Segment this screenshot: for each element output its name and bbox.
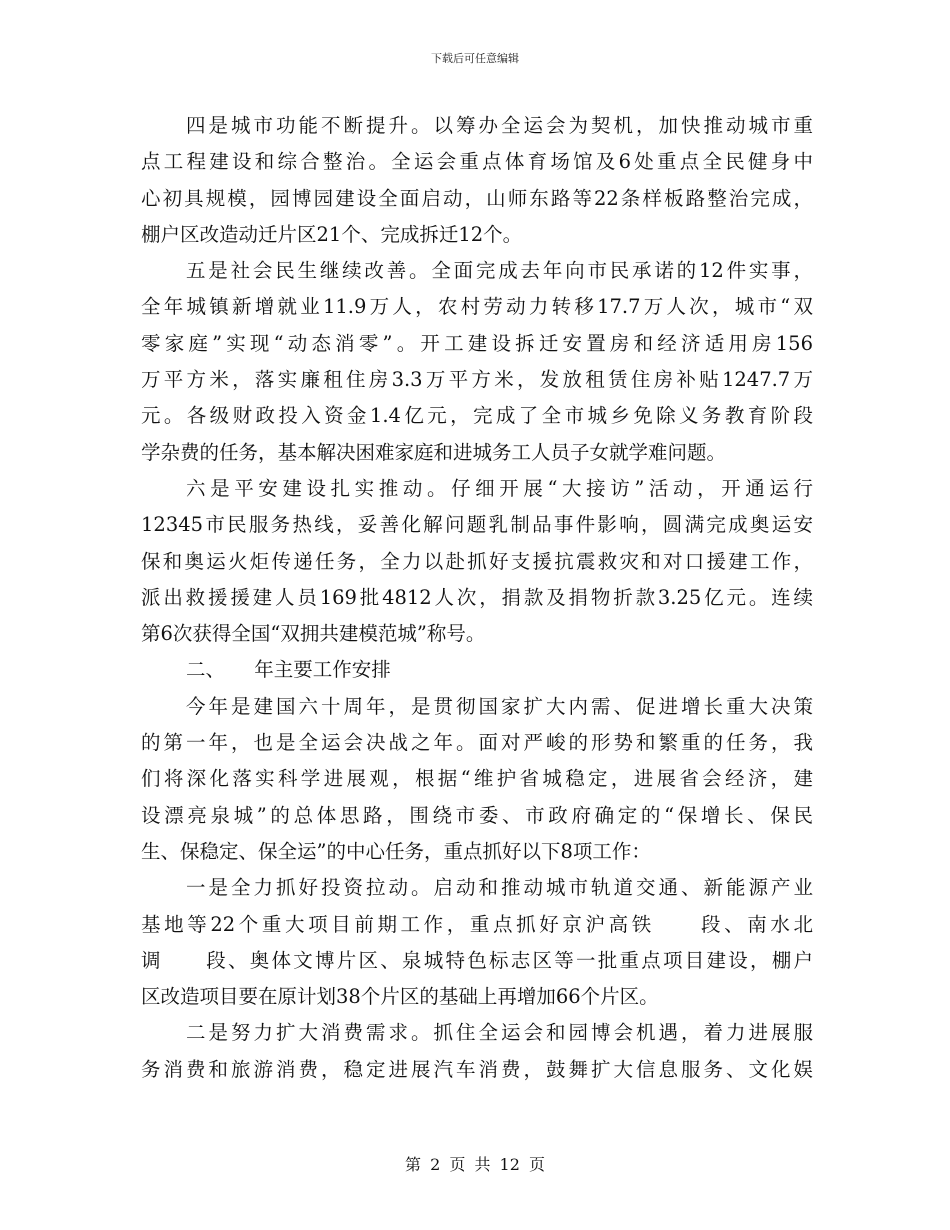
text-line: 调 段、奥体文博片区、泉城特色标志区等一批重点项目建设，棚户 <box>141 948 813 972</box>
paragraph-year-overview <box>141 689 813 870</box>
text-line: 点工程建设和综合整治。全运会重点体育场馆及6处重点全民健身中 <box>141 150 813 174</box>
text-line: 学杂费的任务，基本解决困难家庭和进城务工人员子女就学难问题。 <box>141 440 727 464</box>
text-line: 一是全力抓好投资拉动。启动和推动城市轨道交通、新能源产业 <box>186 876 813 900</box>
document-body <box>141 108 813 1088</box>
text-line: 生、保稳定、保全运”的中心任务，重点抓好以下8项工作： <box>141 839 651 863</box>
text-line: 零家庭”实现“动态消零”。开工建设拆迁安置房和经济适用房156 <box>141 331 813 355</box>
text-line: 务消费和旅游消费，稳定进展汽车消费，鼓舞扩大信息服务、文化娱 <box>141 1057 813 1081</box>
text-line: 设漂亮泉城”的总体思路，围绕市委、市政府确定的“保增长、保民 <box>141 803 813 827</box>
text-line: 二是努力扩大消费需求。抓住全运会和园博会机遇，着力进展服 <box>186 1021 813 1045</box>
text-line: 区改造项目要在原计划38个片区的基础上再增加66个片区。 <box>141 985 659 1009</box>
text-line: 12345市民服务热线，妥善化解问题乳制品事件影响，圆满完成奥运安 <box>141 513 813 537</box>
text-line: 基地等22个重大项目前期工作，重点抓好京沪高铁 段、南水北 <box>141 912 813 936</box>
paragraph-public-safety <box>141 471 813 652</box>
page-number: 第 2 页 共 12 页 <box>405 1155 545 1174</box>
paragraph-social-welfare <box>141 253 813 471</box>
text-line: 心初具规模，园博园建设全面启动，山师东路等22条样板路整治完成， <box>141 186 813 210</box>
section-heading: 二、 年主要工作安排 <box>186 658 391 682</box>
text-line: 五是社会民生继续改善。全面完成去年向市民承诺的12件实事， <box>186 259 813 283</box>
text-line: 派出救援援建人员169批4812人次，捐款及捐物折款3.25亿元。连续 <box>141 585 813 609</box>
text-line: 万平方米，落实廉租住房3.3万平方米，发放租赁住房补贴1247.7万 <box>141 368 813 392</box>
text-line: 的第一年，也是全运会决战之年。面对严峻的形势和繁重的任务，我 <box>141 731 813 755</box>
text-line: 六是平安建设扎实推动。仔细开展“大接访”活动，开通运行 <box>186 476 813 500</box>
paragraph-urban-function <box>141 108 813 253</box>
text-line: 棚户区改造动迁片区21个、完成拆迁12个。 <box>141 222 523 246</box>
text-line: 今年是建国六十周年，是贯彻国家扩大内需、促进增长重大决策 <box>186 694 813 718</box>
text-line: 保和奥运火炬传递任务，全力以赴抓好支援抗震救灾和对口援建工作， <box>141 549 813 573</box>
text-line: 四是城市功能不断提升。以筹办全运会为契机，加快推动城市重 <box>186 114 813 137</box>
paragraph-consumption <box>141 1015 813 1088</box>
text-line: 全年城镇新增就业11.9万人，农村劳动力转移17.7万人次，城市“双 <box>141 295 813 319</box>
header-note: 下载后可任意编辑 <box>431 52 519 65</box>
paragraph-investment <box>141 870 813 1015</box>
text-line: 们将深化落实科学进展观，根据“维护省城稳定，进展省会经济，建 <box>141 767 813 791</box>
text-line: 元。各级财政投入资金1.4亿元，完成了全市城乡免除义务教育阶段 <box>141 404 813 428</box>
text-line: 第6次获得全国“双拥共建模范城”称号。 <box>141 622 486 646</box>
